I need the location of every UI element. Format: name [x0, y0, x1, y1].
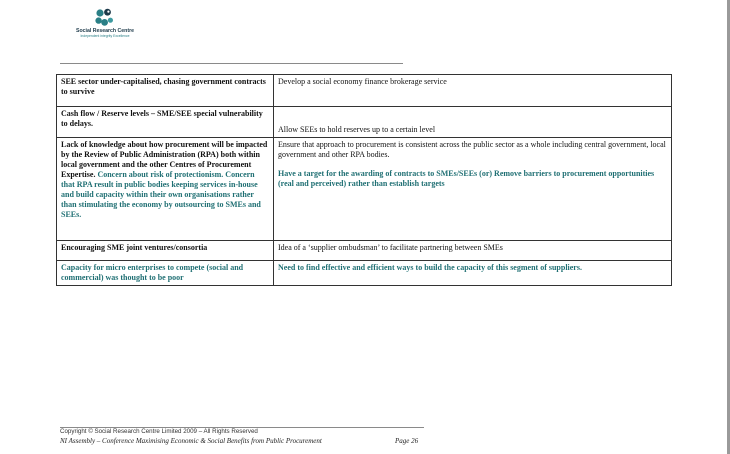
issue-cell	[57, 261, 274, 286]
footer-document-title: NI Assembly – Conference Maximising Economic & Social Benefits from Public Procurement	[60, 437, 322, 445]
logo-name: Social Research Centre	[76, 28, 134, 34]
issue-text: SEE sector under-capitalised, chasing government contracts to survive	[61, 77, 266, 96]
footer-copyright: Copyright © Social Research Centre Limited 2009 – All Rights Reserved	[60, 428, 258, 435]
recommendations-table	[56, 74, 672, 286]
issue-concern-text: Concern about risk of protectionism. Concern that RPA result in public bodies keeping services in-house and build capacity within their own organisations rather than stimulating the economy by outsourcing to SMEs and SEEs.	[61, 170, 261, 219]
header-rule	[60, 63, 403, 64]
footer-page-number: Page 26	[395, 437, 419, 445]
social-research-centre-logo-icon	[94, 8, 116, 28]
logo-tagline: Independent integrity Excellence	[80, 34, 130, 39]
issue-cell	[57, 107, 274, 138]
action-text: Ensure that approach to procurement is consistent across the public sector as a whole including central government, local government and other RPA bodies.	[278, 140, 666, 159]
table-row	[57, 261, 672, 286]
action-cell	[274, 75, 672, 107]
action-text: Need to find effective and efficient ways to build the capacity of this segment of suppliers.	[278, 263, 582, 272]
table-row	[57, 241, 672, 261]
table-row	[57, 107, 672, 138]
action-cell	[274, 241, 672, 261]
table-row	[57, 138, 672, 241]
action-cell	[274, 261, 672, 286]
issue-text: Encouraging SME joint ventures/consortia	[61, 243, 208, 252]
issue-text: Cash flow / Reserve levels – SME/SEE special vulnerability to delays.	[61, 109, 263, 128]
issue-text: Lack of knowledge about how procurement will be impacted by the Review of Public Administration (RPA) both within local government and the other Centres of Procurement Expertise.	[61, 140, 268, 179]
issue-cell	[57, 241, 274, 261]
action-text: Allow SEEs to hold reserves up to a certain level	[278, 125, 436, 134]
issue-cell	[57, 75, 274, 107]
action-text: Develop a social economy finance brokerage service	[278, 77, 447, 86]
issue-cell	[57, 138, 274, 241]
table-row	[57, 75, 672, 107]
action-text: Idea of a ‘supplier ombudsman’ to facilitate partnering between SMEs	[278, 243, 503, 252]
issue-text: Capacity for micro enterprises to compete (social and commercial) was thought to be poor	[61, 263, 244, 282]
action-target-text: Have a target for the awarding of contracts to SMEs/SEEs (or) Remove barriers to procurement opportunities (real and perceived) rather than establish targets	[278, 169, 655, 188]
action-cell	[274, 138, 672, 241]
action-cell	[274, 107, 672, 138]
logo	[72, 8, 138, 48]
